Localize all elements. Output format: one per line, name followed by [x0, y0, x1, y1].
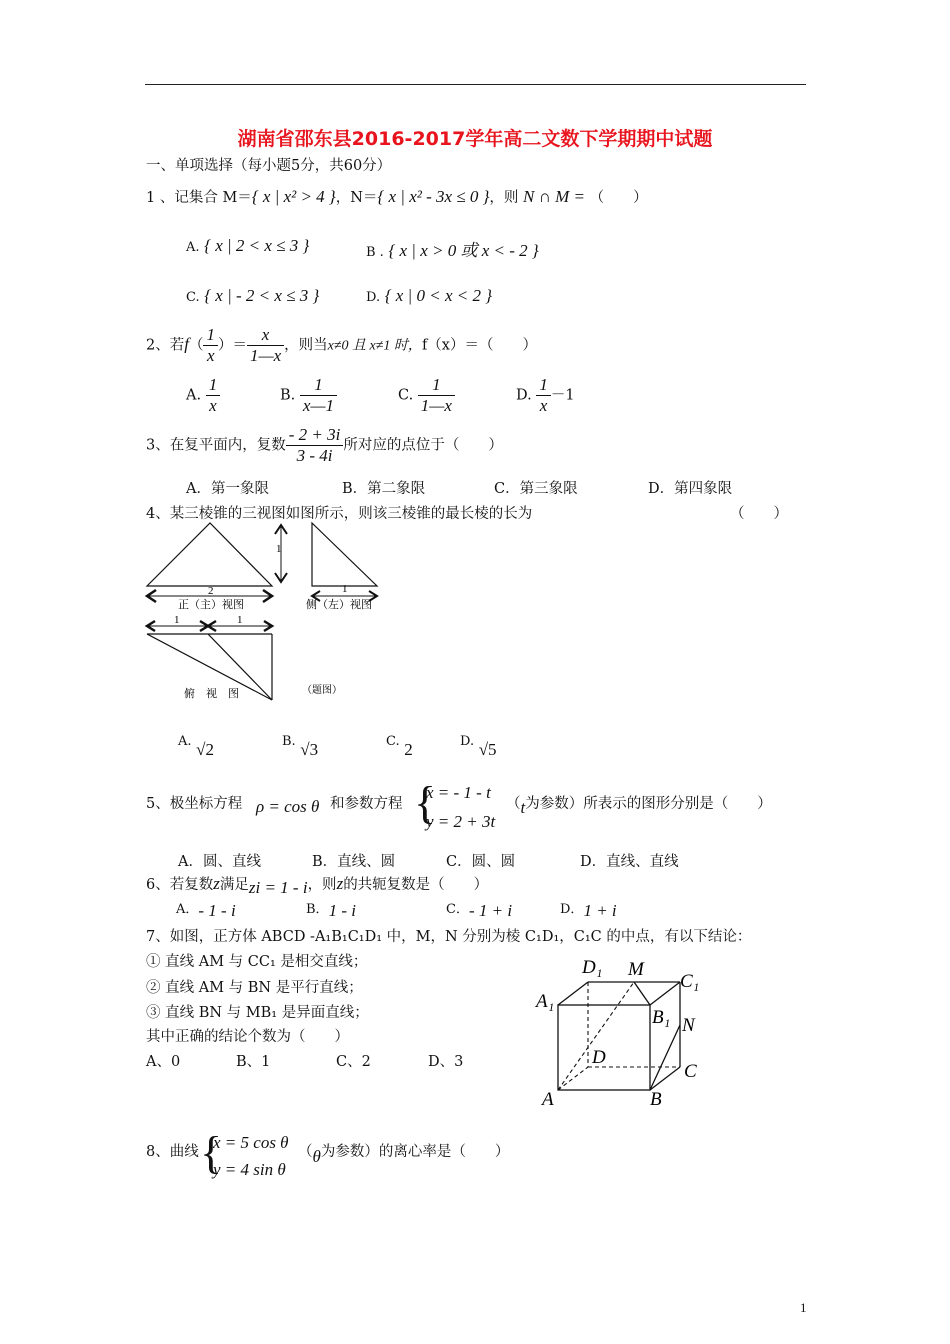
- q7-statement-2: ② 直线 AM 与 BN 是平行直线；: [146, 980, 363, 996]
- q1-option-b: B . { x | x > 0 或 x < - 2 }: [366, 241, 539, 260]
- q5-option-d: D．直线、直线: [580, 854, 679, 870]
- label-a: A: [542, 1089, 554, 1110]
- q6-option-a: A．- 1 - i: [176, 901, 236, 920]
- top-view-label: 俯 视 图: [184, 688, 239, 700]
- header-rule: [145, 84, 806, 85]
- q7-option-d: D、3: [428, 1054, 464, 1070]
- segment-a-m: [558, 982, 634, 1090]
- q7-question: 其中正确的结论个数为（ ）: [146, 1029, 349, 1045]
- q4-paren: （ ）: [730, 506, 788, 522]
- q7-statement-1: ① 直线 AM 与 CC₁ 是相交直线；: [146, 954, 368, 970]
- label-c1: C₁: [680, 971, 700, 992]
- q7-option-c: C、2: [336, 1054, 371, 1070]
- label-b1: B₁: [652, 1007, 671, 1028]
- question-5-prefix: 5、极坐标方程: [146, 796, 243, 812]
- q2-option-a: A. $\frac{1}{x}$: [186, 375, 220, 416]
- q2-option-c: C. $\frac{1}{1—x}$: [398, 375, 455, 416]
- side-view-shape: [312, 523, 377, 586]
- q5-option-a: A．圆、直线: [178, 854, 261, 870]
- front-view-shape: [147, 523, 272, 586]
- page-title: 湖南省邵东县2016-2017学年高二文数下学期期中试题: [237, 128, 713, 150]
- q8-equation-y: y = 4 sin θ: [213, 1160, 286, 1179]
- q3-option-b: B．第二象限: [342, 481, 426, 497]
- q5-option-b: B．直线、圆: [312, 854, 396, 870]
- q8-equation-x: x = 5 cos θ: [213, 1133, 289, 1152]
- q3-option-a: A．第一象限: [186, 481, 269, 497]
- q5-option-c: C．圆、圆: [446, 854, 516, 870]
- section-heading: 一、单项选择（每小题5分，共60分）: [146, 158, 392, 174]
- label-c: C: [684, 1061, 697, 1082]
- q6-option-d: D．1 + i: [560, 901, 617, 920]
- question-6: 6、若复数z满足zi = 1 - i，则z的共轭复数是（ ）: [146, 874, 489, 897]
- q5-rest: （t为参数）所表示的图形分别是（ ）: [506, 796, 772, 817]
- q3-fraction: $\frac{- 2 + 3i}{3 - 4i}$: [286, 425, 344, 466]
- three-view-figure: [140, 520, 400, 710]
- edge-b-c: [650, 1067, 680, 1090]
- set-m: { x | x² > 4 }: [251, 187, 336, 206]
- front-view-label: 正（主）视图: [178, 599, 244, 611]
- q2-option-b: B. $\frac{1}{x—1}$: [280, 375, 337, 416]
- label-m: M: [628, 959, 644, 980]
- q1-expression: N ∩ M =: [523, 187, 586, 206]
- edge-a-d: [558, 1067, 588, 1090]
- set-n: { x | x² - 3x ≤ 0 }: [377, 187, 490, 206]
- edge-a1-d1: [558, 982, 588, 1005]
- segment-b-n: [650, 1025, 680, 1090]
- top-dim-label-2: 1: [237, 614, 243, 626]
- q5-equation-x: x = - 1 - t: [426, 783, 491, 802]
- question-2: 2、若f（ $\frac{1}{x}$ ）＝ $\frac{x}{1—x}$ ，则当x≠0 且 x≠1 时，f（x）＝（ ）: [146, 325, 537, 365]
- segment-m-b1: [634, 982, 650, 1005]
- label-a1: A₁: [536, 991, 555, 1012]
- q4-option-a: A. √2: [178, 734, 214, 759]
- q1-option-a: A. { x | 2 < x ≤ 3 }: [186, 236, 310, 255]
- label-d1: D₁: [582, 957, 603, 978]
- side-dim-label: 1: [342, 583, 348, 595]
- question-8-prefix: 8、曲线: [146, 1144, 199, 1160]
- q7-option-b: B、1: [236, 1054, 271, 1070]
- label-d: D: [592, 1047, 606, 1068]
- q2-fraction-1: $\frac{1}{x}$: [203, 325, 218, 366]
- height-dim-label: 1: [276, 543, 282, 555]
- question-4: 4、某三棱锥的三视图如图所示，则该三棱锥的最长棱的长为: [146, 506, 533, 522]
- q6-option-b: B．1 - i: [306, 901, 356, 920]
- question-7: 7、如图，正方体 ABCD -A₁B₁C₁D₁ 中，M，N 分别为棱 C₁D₁，C₁C 的中点，有以下结论：: [146, 929, 752, 945]
- q8-brace: {: [200, 1127, 223, 1178]
- side-view-label: 侧（左）视图: [306, 599, 372, 611]
- q2-option-d: D. $\frac{1}{x}$ －1: [516, 375, 575, 415]
- q3-option-c: C．第三象限: [494, 481, 578, 497]
- q5-equation-y: y = 2 + 3t: [426, 812, 496, 831]
- question-3: 3、在复平面内，复数 $\frac{- 2 + 3i}{3 - 4i}$ 所对应的点位于（ ）: [146, 425, 503, 465]
- q1-option-c: C. { x | - 2 < x ≤ 3 }: [186, 286, 320, 305]
- polar-equation: ρ = cos θ: [256, 797, 320, 816]
- label-n: N: [682, 1015, 695, 1036]
- q6-option-c: C．- 1 + i: [446, 901, 513, 920]
- q1-option-d: D. { x | 0 < x < 2 }: [366, 286, 493, 305]
- q2-fraction-2: $\frac{x}{1—x}$: [247, 325, 284, 366]
- cube-figure: [530, 955, 710, 1110]
- edge-b1-c1: [650, 982, 680, 1005]
- label-b: B: [650, 1089, 662, 1110]
- q4-option-b: B. √3: [282, 734, 319, 759]
- front-dim-label: 2: [208, 585, 214, 597]
- q8-rest: （θ为参数）的离心率是（ ）: [298, 1144, 510, 1166]
- q5-brace: {: [414, 777, 437, 828]
- top-dim-label-1: 1: [174, 614, 180, 626]
- q4-option-d: D. √5: [460, 734, 497, 759]
- q4-option-c: C. 2: [386, 734, 413, 759]
- q7-option-a: A、0: [146, 1054, 181, 1070]
- q3-option-d: D．第四象限: [648, 481, 733, 497]
- figure-label: （题图）: [302, 685, 342, 696]
- q5-mid: 和参数方程: [330, 796, 403, 812]
- q7-statement-3: ③ 直线 BN 与 MB₁ 是异面直线；: [146, 1005, 369, 1021]
- page-number: 1: [800, 1300, 807, 1315]
- question-1: 1 、记集合 M＝{ x | x² > 4 }，N＝{ x | x² - 3x ≤ 0 }，则 N ∩ M = （ ）: [146, 187, 648, 206]
